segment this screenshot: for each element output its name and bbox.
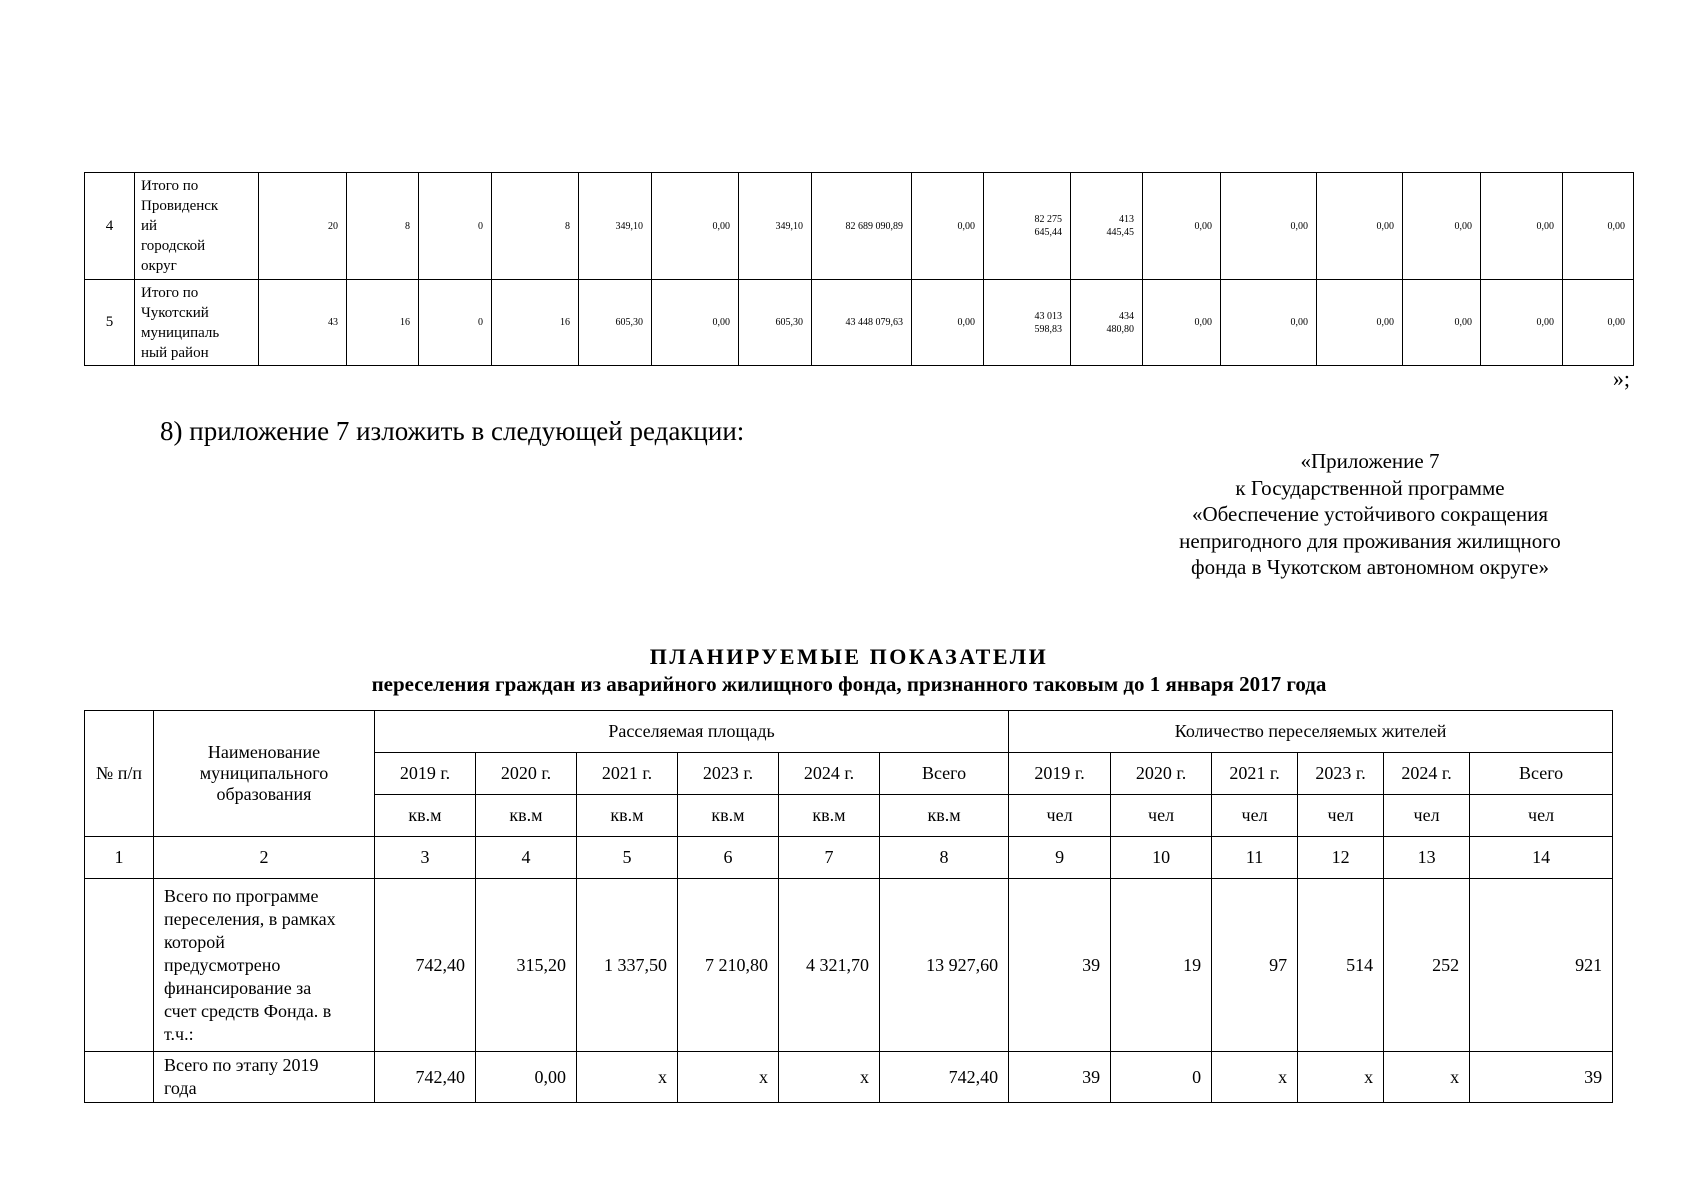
table-cell: 19 [1111,879,1212,1052]
name-line: Итого по [141,178,199,194]
unit-cell: чел [1111,795,1212,837]
header-area-group: Расселяемая площадь [375,711,1009,753]
column-number: 12 [1298,837,1384,879]
table-row [85,173,1634,280]
appendix-line: «Приложение 7 [1300,449,1440,473]
table-cell: 0 [1111,1052,1212,1103]
table-cell: х [779,1052,880,1103]
header-year: 2021 г. [1212,753,1298,795]
table-cell: 0,00 [1143,280,1221,366]
name-line: Всего по программе [164,885,319,906]
column-number: 1 [85,837,154,879]
unit-cell: чел [1298,795,1384,837]
cell-line: 434 [1119,310,1134,322]
municipality-name [135,173,259,280]
table-cell: 39 [1009,1052,1111,1103]
unit-cell: чел [1009,795,1111,837]
header-year: Всего [880,753,1009,795]
table-cell: 39 [1470,1052,1613,1103]
table-cell: 97 [1212,879,1298,1052]
table-cell [984,173,1071,280]
closing-quote-mark: »; [1612,366,1630,391]
cell-line: 480,80 [1106,323,1134,335]
appendix-line: «Обеспечение устойчивого сокращения [1191,502,1549,526]
header-year: 2021 г. [577,753,678,795]
header-row [85,711,1613,753]
table-cell: 0,00 [1481,280,1563,366]
appendix-line: к Государственной программе [1235,475,1505,500]
table-row [85,280,1634,366]
table-cell: 7 210,80 [678,879,779,1052]
row-number: 5 [85,280,135,366]
table-cell: 349,10 [579,173,652,280]
table-cell: х [577,1052,678,1103]
table-cell: 0,00 [1403,173,1481,280]
table-cell: 16 [347,280,419,366]
name-line: городской [141,238,206,254]
table-cell: х [1298,1052,1384,1103]
table-cell: 0,00 [1317,280,1403,366]
header-name: Наименование муниципального образования [154,711,375,837]
table-cell: 921 [1470,879,1613,1052]
cell-line: 445,45 [1106,227,1134,238]
table-cell [984,280,1071,366]
table-cell: 742,40 [880,1052,1009,1103]
name-line: финансирование за [164,977,312,998]
header-number: № п/п [85,711,154,837]
name-line: ный район [141,344,209,361]
appendix-line: непригодного для проживания жилищного [1179,528,1561,553]
column-number: 13 [1384,837,1470,879]
table-cell: 349,10 [739,173,812,280]
unit-cell: кв.м [476,795,577,837]
cell-line: 413 [1119,214,1134,225]
table-cell: 0,00 [652,280,739,366]
cell-line: 645,44 [1034,227,1062,238]
table-cell: 605,30 [739,280,812,366]
table-cell: х [1384,1052,1470,1103]
column-number: 2 [154,837,375,879]
table-cell: 0,00 [1143,173,1221,280]
table-cell: 43 448 079,63 [812,280,912,366]
table-row [85,879,1613,1052]
name-line: переселения, в рамках [164,908,336,929]
cell-line: 43 013 [1034,310,1062,322]
name-line: Всего по этапу 2019 [164,1055,319,1075]
header-year: 2023 г. [1298,753,1384,795]
table-cell: 742,40 [375,1052,476,1103]
header-year: 2019 г. [375,753,476,795]
table-cell [1071,280,1143,366]
header-year: 2019 г. [1009,753,1111,795]
unit-cell: кв.м [375,795,476,837]
table-cell: 0,00 [1403,280,1481,366]
header-year: 2023 г. [678,753,779,795]
name-line: округ [141,258,177,274]
cell-line: 82 275 [1034,214,1062,225]
document-subtitle: переселения граждан из аварийного жилищного фонда, признанного таковым до 1 января 2017 года [371,672,1327,696]
name-line: ий [141,218,158,234]
amendment-instruction: 8) приложение 7 изложить в следующей редакции: [160,416,745,446]
column-number: 8 [880,837,1009,879]
table-cell: 252 [1384,879,1470,1052]
table-cell: 514 [1298,879,1384,1052]
previous-table-fragment [84,172,1634,366]
municipality-name [135,280,259,366]
appendix-line: фонда в Чукотском автономном округе» [1190,555,1549,579]
name-line: муниципаль [141,324,220,341]
unit-cell: кв.м [678,795,779,837]
name-line: которой [164,931,225,952]
table-cell: 0,00 [652,173,739,280]
table-cell: 8 [492,173,579,280]
header-year: Всего [1470,753,1613,795]
table-cell: 39 [1009,879,1111,1052]
header-year: 2020 г. [1111,753,1212,795]
unit-cell: кв.м [880,795,1009,837]
unit-cell: чел [1470,795,1613,837]
name-line: Провиденск [141,198,219,214]
name-line: Чукотский [141,304,209,321]
table-cell: 0,00 [1563,173,1634,280]
table-cell: 13 927,60 [880,879,1009,1052]
unit-cell: чел [1384,795,1470,837]
table-cell: 742,40 [375,879,476,1052]
row-number [85,879,154,1052]
row-name [154,879,375,1052]
document-title: ПЛАНИРУЕМЫЕ ПОКАЗАТЕЛИ [649,644,1049,669]
table-cell [1071,173,1143,280]
table-cell: 0,00 [1221,280,1317,366]
name-line: года [164,1078,197,1098]
column-number: 9 [1009,837,1111,879]
planned-indicators-table [84,710,1613,1103]
table-cell: 20 [259,173,347,280]
header-year: 2024 г. [779,753,880,795]
table-cell: 0,00 [1317,173,1403,280]
table-row [85,1052,1613,1103]
table-cell: х [1212,1052,1298,1103]
table-cell: 0,00 [912,173,984,280]
column-number: 3 [375,837,476,879]
table-cell: 0 [419,280,492,366]
header-year: 2024 г. [1384,753,1470,795]
table-cell: 16 [492,280,579,366]
header-people-group: Количество переселяемых жителей [1009,711,1613,753]
row-number [85,1052,154,1103]
row-name [154,1052,375,1103]
table-cell: 0,00 [912,280,984,366]
table-cell: х [678,1052,779,1103]
table-cell: 605,30 [579,280,652,366]
column-number: 5 [577,837,678,879]
row-number: 4 [85,173,135,280]
column-number: 11 [1212,837,1298,879]
table-cell: 0,00 [1481,173,1563,280]
appendix-header [1140,448,1600,581]
table-cell: 0,00 [1563,280,1634,366]
cell-line: 598,83 [1034,323,1062,335]
column-numbers-row [85,837,1613,879]
name-line: Итого по [141,284,199,301]
column-number: 6 [678,837,779,879]
table-cell: 1 337,50 [577,879,678,1052]
table-cell: 0 [419,173,492,280]
table-cell: 4 321,70 [779,879,880,1052]
unit-cell: чел [1212,795,1298,837]
column-number: 10 [1111,837,1212,879]
unit-cell: кв.м [577,795,678,837]
name-line: счет средств Фонда. в [164,1000,332,1021]
header-year: 2020 г. [476,753,577,795]
name-line: предусмотрено [164,954,281,975]
table-cell: 82 689 090,89 [812,173,912,280]
name-line: т.ч.: [164,1023,194,1044]
table-cell: 43 [259,280,347,366]
column-number: 4 [476,837,577,879]
table-cell: 0,00 [1221,173,1317,280]
table-cell: 315,20 [476,879,577,1052]
column-number: 14 [1470,837,1613,879]
table-cell: 0,00 [476,1052,577,1103]
column-number: 7 [779,837,880,879]
table-cell: 8 [347,173,419,280]
unit-cell: кв.м [779,795,880,837]
